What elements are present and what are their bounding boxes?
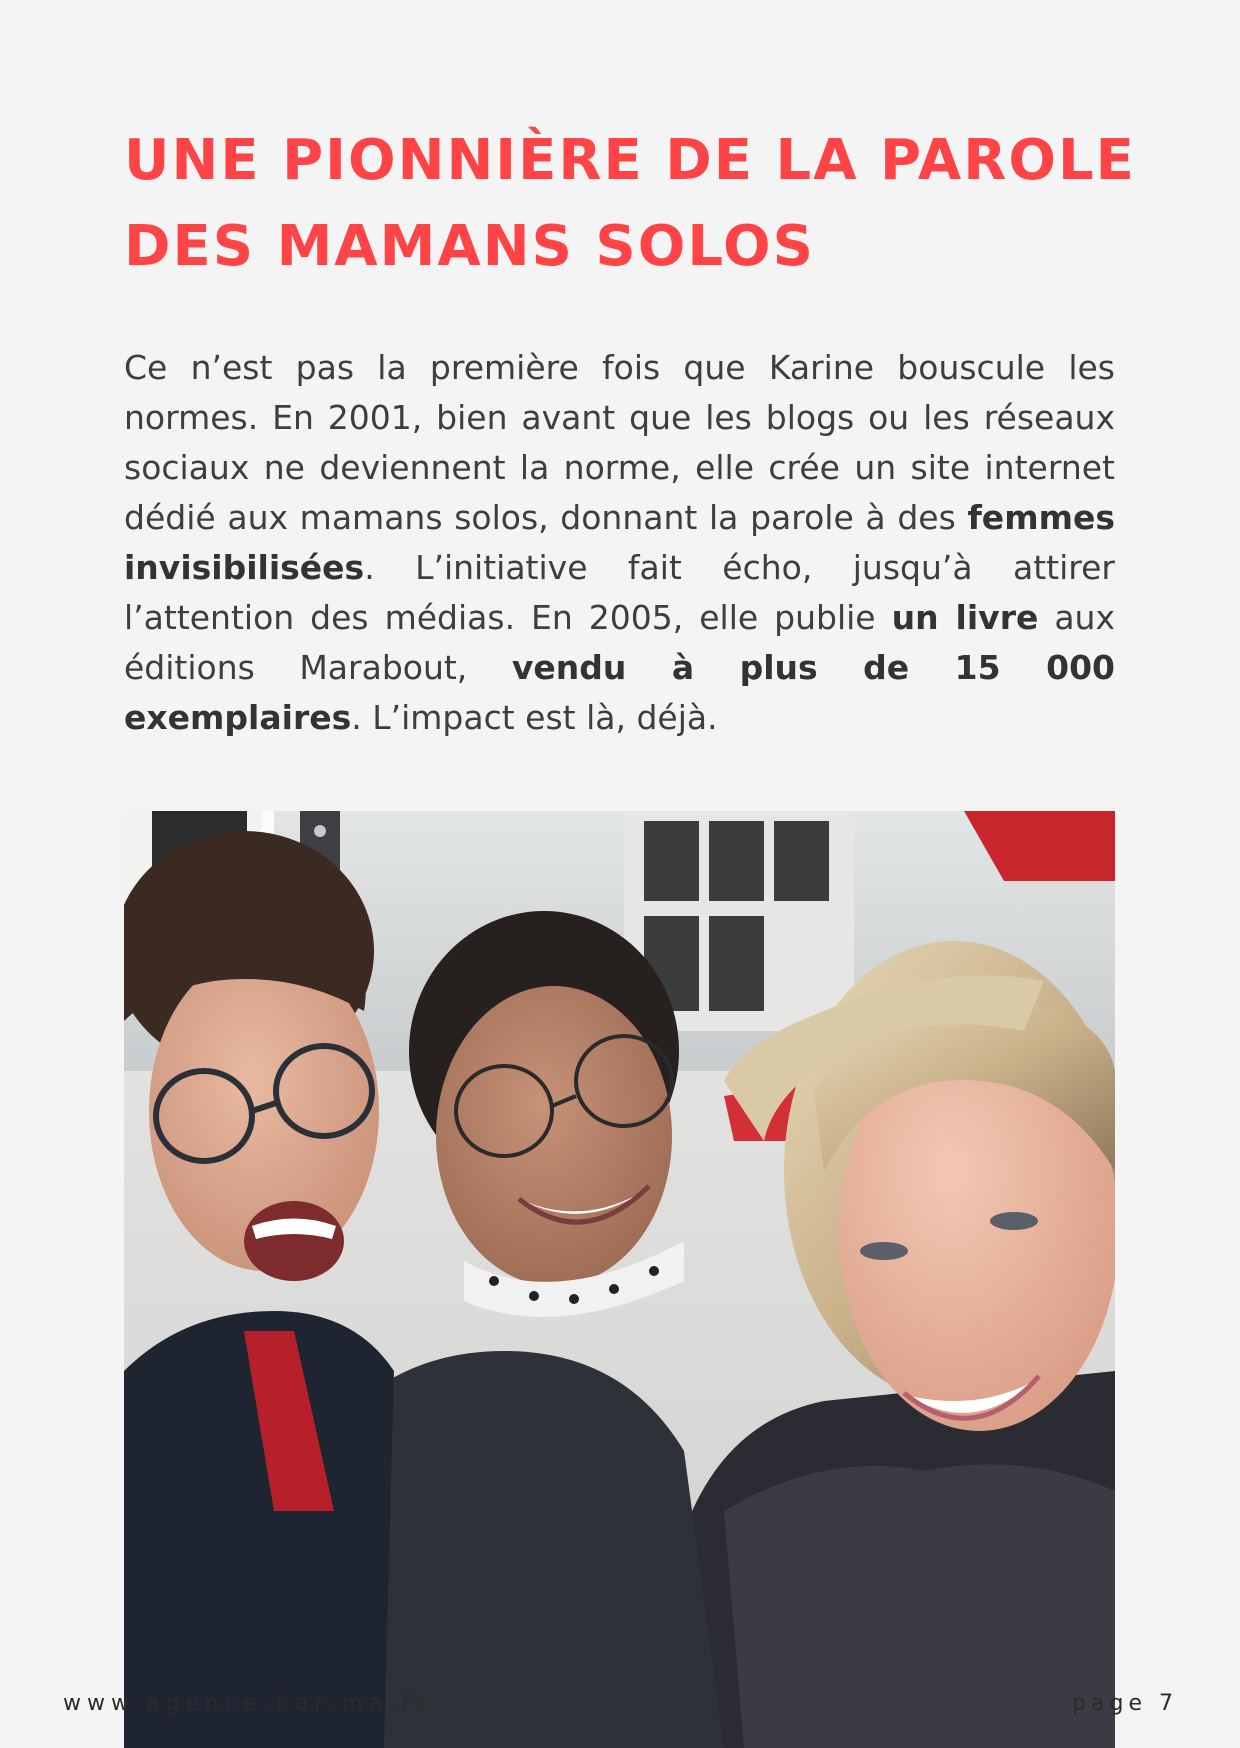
highlight-invisible-women: femmes invisibilisées (124, 498, 1115, 587)
highlight-sales: vendu à plus de 15 000 exemplaires (124, 648, 1115, 737)
body-paragraph (124, 343, 1115, 743)
footer-page-number: page 7 (1072, 1691, 1178, 1716)
paragraph-text-2: . L’initiative fait écho, jusqu’à attirer l’attention des médias. En 2005, elle publie (124, 548, 1115, 637)
paragraph-text-1: Ce n’est pas la première fois que Karine bouscule les normes. En 2001, bien avant que les blogs ou les réseaux sociaux ne deviennent la norme, elle crée un site internet dédié aux mamans solos, donnant la parole à des (124, 348, 1115, 537)
paragraph-text-3: aux éditions Marabout, (124, 598, 1116, 687)
highlight-book: un livre (891, 598, 1039, 637)
title-line-2: DES MAMANS SOLOS (124, 214, 815, 279)
family-selfie-photo (124, 811, 1115, 1748)
paragraph-text-4: . L’impact est là, déjà. (351, 698, 718, 737)
photo-illustration (124, 811, 1115, 1748)
footer-website: www.agence-kar-ma.fr (63, 1691, 431, 1716)
page-title (124, 118, 1136, 290)
title-line-1: UNE PIONNIÈRE DE LA PAROLE (124, 128, 1136, 193)
